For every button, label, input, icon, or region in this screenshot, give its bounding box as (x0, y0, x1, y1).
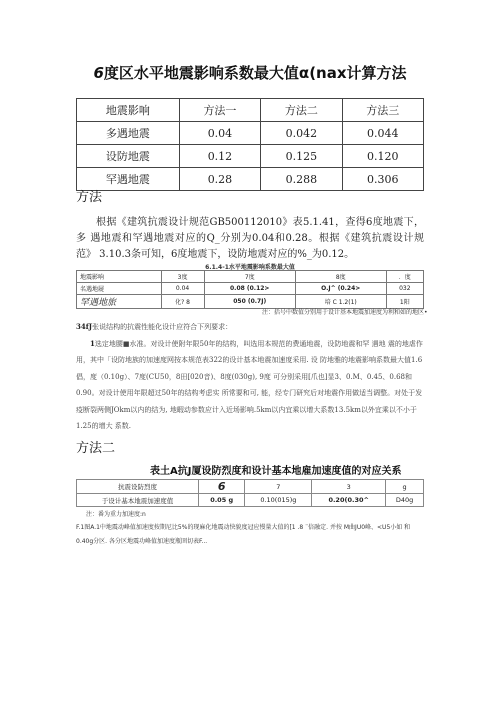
table-cell: O.J^ (0.24> (295, 283, 386, 295)
table-header-row (77, 271, 424, 283)
table-header-cell: 7度 (204, 271, 295, 283)
table-header-cell: 8度 (295, 271, 386, 283)
table2-note: 注：括号中数值分别用于设计基本地震加速度为利和如的地区• (262, 309, 428, 316)
table-cell: 罕遇地旅 (77, 295, 162, 309)
table-header-cell: 7 (245, 480, 312, 494)
table-row (77, 145, 424, 168)
table-cell: 0.04 (179, 122, 260, 145)
table-cell: 0.044 (342, 122, 423, 145)
table-cell: 0.306 (342, 168, 423, 191)
table-cell: 1阳 (386, 295, 423, 309)
title-suffix: 计算方法 (346, 64, 407, 82)
table-cell: 0.120 (342, 145, 423, 168)
table-header-cell: 3度 (161, 271, 204, 283)
table-cell: 0.08 (0.12> (204, 283, 295, 295)
table-cell: D40g (386, 494, 424, 507)
table-header-cell: 6 (198, 480, 245, 494)
comparison-table (76, 98, 424, 191)
table-header-cell: 地震影响 (77, 99, 180, 122)
section-heading-method-two: 方法二 (76, 441, 116, 456)
table-cell: 0.125 (261, 145, 342, 168)
table-row (77, 494, 424, 507)
table-header-cell: 3 (312, 480, 386, 494)
code-table (76, 270, 424, 309)
clause-item-text: 选定地腰■水准。对设计使附年限50年的结构，叫选用本规范的费通地震，设防地震和罕 遇地 震的地虐作用，其中「设防地族的加速度网按本规范表322的设计基本地震加速度采用. 设 防地雅的地震影响系数最大值1.6倡，度（0.10g）、7度(CU50，8田[020音)、8度(030g), 9度 可分别采用[爪也]显3、0.M、0.45、0.68和0.90。对设计使用年限超过50年的结构考虑实 所常要和可, 能，经专门研究后对地震作用做适当调整。对处于发疫断裂两侧JOkm以内的结为, 地暇动参数应计入近场影响.5km以内宜乘以增大系数13.5km以外宜乘以不小于1.25的增大 系数. (76, 339, 423, 430)
table-header-cell: 抗震设防烈度 (77, 480, 199, 494)
paragraph-method-one: 根据《建筑抗震设计规范GB500112010》表5.1.41，查得6度地震下，多 遇地震和罕遇地震对应的Q_分别为0.04和0.28。根据《建筑抗震设计规范》 3.10.3条可知，6度地震下，设防地震对应的%_为0.12。 (76, 217, 424, 260)
table-cell: 名遇地屣 (77, 283, 162, 295)
table-header-cell: ．度 (386, 271, 423, 283)
table-row (77, 283, 424, 295)
clause-number: 34fJ (76, 322, 93, 331)
table-cell: 0.20(0.30^ (312, 494, 386, 507)
table-row (77, 122, 424, 145)
table-cell: 0.28 (179, 168, 260, 191)
table-cell: 设防地震 (77, 145, 180, 168)
title-prefix: 6 (93, 64, 104, 82)
paragraph-method-two: F.1图A.1中地震动峰值加速度按期尼比5%的现麻化地震动快貌度冠应慢量大值的[1 .8 ¨倍融定. 并按 M曲JU0峰、<U5小如 和0.40g分区. 各分区地震功峰值加速度瓶圉切表F... (76, 524, 411, 545)
table-header-cell: 方法三 (342, 99, 423, 122)
table-cell: 0.05 g (198, 494, 245, 507)
table2-caption: 6.1.4-1水平地震影响系数最大值 (205, 264, 295, 271)
table-header-cell: 地震影响 (77, 271, 162, 283)
page-title (0, 62, 500, 83)
table3-note: 注：番为重力加速度:n (86, 511, 146, 518)
table-cell: 化? 8 (161, 295, 204, 309)
table-header-cell: 方法二 (261, 99, 342, 122)
table-cell: 培 C 1.2(1) (295, 295, 386, 309)
table-cell: 0.12 (179, 145, 260, 168)
table-cell: 032 (386, 283, 423, 295)
title-main: 度区水平地震影响系数最大值 (103, 64, 299, 82)
table-cell: 0.10(015)g (245, 494, 312, 507)
table-header-row (77, 480, 424, 494)
intensity-table (76, 479, 424, 507)
table-cell: 0.042 (261, 122, 342, 145)
table3-caption: 表土A抗J厦设防烈度和设计基本地雇加速度值的对应关系 (150, 466, 402, 477)
clause-intro: 张说结构的抗震性能化设计应符合下列要求： (92, 323, 233, 331)
paragraph-seismic-design (76, 319, 424, 435)
table-cell: 0.04 (161, 283, 204, 295)
title-symbol: α(nax (298, 64, 347, 82)
table-cell: 0.288 (261, 168, 342, 191)
clause-item-number: 1 (90, 338, 95, 348)
table-header-row (77, 99, 424, 122)
table-cell: 多遇地震 (77, 122, 180, 145)
table-cell: 于设计基本地震加速度值 (77, 494, 199, 507)
table-header-cell: g (386, 480, 424, 494)
section-heading-method: 方法 (76, 190, 103, 205)
table-cell: 050 (0.7J) (204, 295, 295, 309)
table-cell: 罕遇地震 (77, 168, 180, 191)
table-row (77, 168, 424, 191)
table-header-cell: 方法一 (179, 99, 260, 122)
